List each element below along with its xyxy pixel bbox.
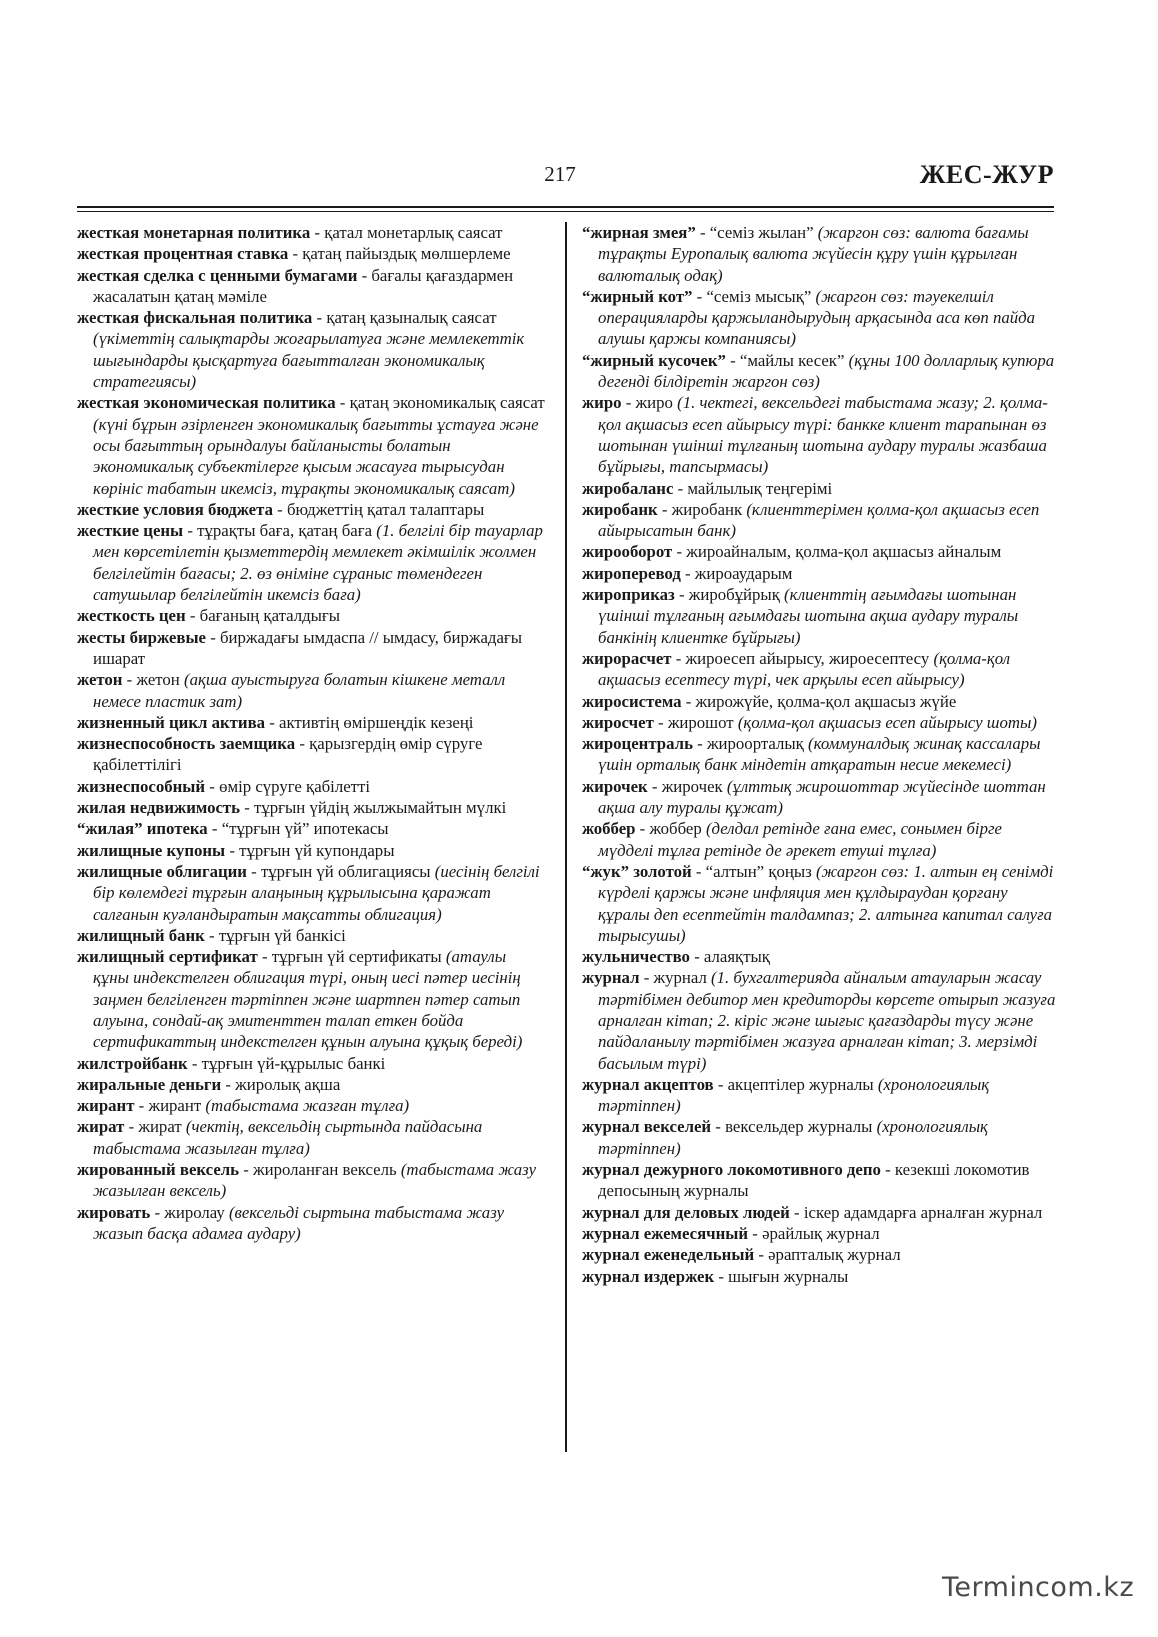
entry-definition: тұрғын үй купондары: [239, 840, 395, 860]
entry-note: (жаргон сөз: валюта бағамы тұрақты Еуропалық валюта жүйесін құру үшін құрылған валюталық одақ): [598, 223, 1029, 285]
dictionary-entry: [582, 1159, 1057, 1202]
dictionary-entry: [582, 286, 1057, 350]
entry-definition: жиролық ақша: [235, 1074, 341, 1094]
entry-separator: -: [639, 968, 654, 988]
entry-definition: тұрғын үйдің жылжымайтын мүлкі: [254, 798, 507, 818]
entry-term: жилстройбанк: [77, 1053, 188, 1073]
entry-term: жульничество: [582, 947, 690, 967]
entry-definition: қатаң пайыздық мөлшерлеме: [302, 244, 511, 264]
entry-separator: -: [880, 1160, 895, 1180]
entry-term: жироперевод: [582, 563, 681, 583]
entry-term: жировать: [77, 1202, 151, 1222]
entry-definition: акцептілер журналы: [727, 1074, 878, 1094]
dictionary-entry: [77, 1159, 545, 1202]
entry-term: жироприказ: [582, 585, 675, 605]
entry-note: (чектің, вексельдің сыртында пайдасына табыстама жазылған тұлға): [93, 1117, 483, 1158]
entry-term: жизнеспособный: [77, 776, 206, 796]
entry-term: жиросчет: [582, 712, 654, 732]
entry-term: журнал: [582, 968, 640, 988]
dictionary-entry: [582, 776, 1057, 819]
entry-definition: қатаң экономикалық саясат: [349, 393, 545, 413]
entry-definition: кезекші локомотив депосының журналы: [598, 1160, 1030, 1201]
dictionary-entry: [77, 1095, 545, 1116]
entry-separator: -: [185, 606, 200, 626]
entry-separator: -: [692, 286, 707, 306]
entry-note: (үкіметтің салықтарды жоғарылатуға және мемлекеттік шығындарды қысқартуға бағытталған экономикалық стратегиясы): [93, 329, 525, 392]
entry-note: (клиенттің ағымдағы шотынан үшінші тұлғаның ағымдағы шотына ақша аудару туралы банкінің клиентке бұйрығы): [598, 585, 1019, 647]
entry-definition: іскер адамдарға арналған журнал: [803, 1202, 1043, 1222]
entry-term: жилищные облигации: [77, 861, 247, 881]
dictionary-entry: [582, 648, 1057, 691]
entry-definition: жирочек: [661, 776, 727, 796]
entry-separator: -: [295, 734, 310, 754]
entry-term: жоббер: [582, 819, 636, 839]
entry-term: жесткая экономическая политика: [77, 393, 336, 413]
entry-term: жесткие условия бюджета: [77, 499, 273, 519]
entry-note: (құны 100 долларлық купюра дегенді білдіретін жаргон сөз): [598, 350, 1055, 392]
entry-definition: жетон: [136, 670, 184, 690]
entry-term: журнал ежемесячный: [582, 1223, 749, 1243]
entry-definition: тұрақты баға, қатаң баға: [197, 521, 377, 541]
entry-separator: -: [239, 1160, 254, 1180]
entry-separator: -: [272, 499, 287, 519]
entry-definition: биржадағы ымдаспа // ымдасу, биржадағы ишарат: [93, 627, 523, 668]
entry-separator: -: [689, 947, 704, 967]
entry-separator: -: [357, 265, 372, 285]
entry-term: журнал векселей: [582, 1117, 712, 1137]
entry-note: (хронологиялық тәртіппен): [598, 1117, 988, 1158]
entry-term: жироцентраль: [582, 734, 693, 754]
dictionary-entry: [582, 818, 1057, 861]
entry-definition: журнал: [653, 968, 712, 988]
entry-separator: -: [748, 1223, 763, 1243]
dictionary-entry: [77, 861, 545, 925]
entry-term: жесткая процентная ставка: [77, 244, 289, 264]
dictionary-entry: [582, 350, 1057, 393]
dictionary-entry: [582, 1223, 1057, 1244]
entry-separator: -: [691, 861, 706, 881]
entry-term: журнал дежурного локомотивного депо: [582, 1160, 881, 1180]
dictionary-entry: [77, 1074, 545, 1095]
entry-note: (жаргон сөз: 1. алтын ең сенімді күрделі қаржы және инфляция мен құлдыраудан қорғану құралы деп есептейтін талдампаз; 2. алтынға капитал салуға тырысушы): [598, 861, 1054, 945]
entry-term: “жирный кусочек”: [582, 350, 726, 370]
entry-term: жилищные купоны: [77, 840, 226, 860]
entry-definition: тұрғын үй сертификаты: [271, 947, 446, 967]
dictionary-entry: [77, 946, 545, 1052]
dictionary-entry: [77, 840, 545, 861]
entry-separator: -: [225, 840, 240, 860]
entry-definition: жироланған вексель: [253, 1160, 401, 1180]
entry-definition: жират: [138, 1117, 186, 1137]
entry-term: жесткие цены: [77, 521, 184, 541]
dictionary-entry: [77, 776, 545, 797]
dictionary-entry: [77, 499, 545, 520]
entry-separator: -: [122, 670, 137, 690]
entry-definition: тұрғын үй облигациясы: [260, 861, 435, 881]
dictionary-entry: [582, 392, 1057, 477]
dictionary-entry: [582, 584, 1057, 648]
entry-term: жесткая сделка с ценными бумагами: [77, 265, 358, 285]
entry-separator: -: [240, 798, 255, 818]
entry-term: жесты биржевые: [77, 627, 206, 647]
dictionary-entry: [582, 967, 1057, 1073]
entry-separator: -: [674, 585, 689, 605]
left-column: [77, 222, 545, 1244]
entry-separator: -: [288, 244, 303, 264]
entry-separator: -: [335, 393, 350, 413]
entry-term: жизнеспособность заемщика: [77, 734, 296, 754]
dictionary-entry: [77, 605, 545, 626]
entry-term: жесткость цен: [77, 606, 186, 626]
entry-separator: -: [647, 776, 662, 796]
dictionary-entry: [582, 1074, 1057, 1117]
dictionary-entry: [77, 243, 545, 264]
entry-note: (қолма-қол ақшасыз есеп айырысу шоты): [737, 712, 1037, 732]
dictionary-entry: [582, 733, 1057, 776]
entry-definition: жиролау: [164, 1202, 229, 1222]
entry-definition: “майлы кесек”: [739, 350, 849, 370]
entry-definition: шығын журналы: [728, 1266, 849, 1286]
entry-separator: -: [653, 712, 668, 732]
entry-note: (коммуналдық жинақ кассалары үшін орталық банк міндетін атқаратын несие мекемесі): [598, 734, 1041, 775]
entry-separator: -: [754, 1245, 769, 1265]
entry-definition: бағалы қағаздармен жасалатын қатаң мәміле: [93, 265, 514, 306]
entry-term: жирорасчет: [582, 648, 672, 668]
dictionary-entry: [77, 797, 545, 818]
entry-separator: -: [671, 648, 686, 668]
dictionary-entry: [582, 1116, 1057, 1159]
dictionary-entry: [77, 265, 545, 308]
entry-term: жетон: [77, 670, 123, 690]
entry-separator: -: [621, 393, 636, 413]
entry-term: “жирная змея”: [582, 223, 696, 242]
entry-term: жиро: [582, 393, 622, 413]
dictionary-entry: [582, 563, 1057, 584]
dictionary-entry: [582, 861, 1057, 946]
entry-term: жирант: [77, 1096, 135, 1116]
entry-definition: қатаң қазыналық саясат: [326, 308, 497, 328]
header-rule-thick: [77, 206, 1054, 208]
entry-definition: вексельдер журналы: [725, 1117, 877, 1137]
entry-note: (атаулы құны индекстелген облигация түрі, оның иесі пәтер иесінің заңмен белгіленген тәртіппен және шартпен пәтер сатып алуына, сондай-ақ эмитенттен талап еткен бойда сертификаттың индекстелген құнын алуына құқық береді): [93, 947, 523, 1052]
entry-definition: майлылық теңгерімі: [687, 478, 833, 498]
entry-separator: -: [246, 861, 261, 881]
dictionary-entry: [77, 392, 545, 498]
dictionary-entry: [582, 541, 1057, 562]
entry-definition: активтің өміршеңдік кезеңі: [279, 712, 474, 732]
dictionary-entry: [77, 307, 545, 392]
entry-note: (ұлттық жирошоттар жүйесінде шоттан ақша алу туралы құжат): [598, 776, 1046, 818]
entry-term: жилая недвижимость: [77, 798, 241, 818]
entry-definition: өмір сүруге қабілетті: [219, 776, 370, 796]
entry-separator: -: [711, 1117, 726, 1137]
entry-note: (табыстама жазу жазылған вексель): [93, 1160, 537, 1201]
entry-term: жесткая фискальная политика: [77, 308, 313, 328]
entry-separator: -: [714, 1266, 729, 1286]
entry-definition: қарызгердің өмір сүруге қабілеттілігі: [93, 734, 483, 775]
entry-term: жират: [77, 1117, 125, 1137]
entry-separator: -: [713, 1074, 728, 1094]
entry-term: журнал еженедельный: [582, 1245, 755, 1265]
entry-separator: -: [206, 627, 220, 647]
entry-definition: тұрғын үй-құрылыс банкі: [201, 1053, 386, 1073]
entry-term: жированный вексель: [77, 1160, 240, 1180]
entry-definition: тұрғын үй банкісі: [218, 925, 346, 945]
entry-definition: алаяқтық: [703, 947, 770, 967]
dictionary-entry: [77, 520, 545, 605]
entry-note: (1. белгілі бір тауарлар мен көрсетілетін қызметтердің мемлекет әкімшілік жолмен белгілейтін бағасы; 2. өз өніміне сұраныс төмендеген сатушылар белгілейтін икемсіз баға): [93, 521, 543, 605]
entry-definition: “семіз мысық”: [706, 286, 816, 306]
entry-definition: әрапталық журнал: [768, 1245, 901, 1265]
entry-definition: бюджеттің қатал талаптары: [286, 499, 485, 519]
entry-definition: әрайлық журнал: [762, 1223, 880, 1243]
entry-term: жизненный цикл актива: [77, 712, 266, 732]
dictionary-entry: [77, 669, 545, 712]
entry-definition: жироесеп айырысу, жироесептесу: [685, 648, 934, 668]
dictionary-entry: [77, 925, 545, 946]
entry-definition: жоббер: [649, 819, 706, 839]
entry-term: журнал издержек: [582, 1266, 715, 1286]
entry-note: (клиенттерімен қолма-қол ақшасыз есеп айырысатын банк): [598, 499, 1040, 541]
entry-separator: -: [692, 734, 707, 754]
entry-separator: -: [635, 819, 650, 839]
entry-separator: -: [680, 563, 695, 583]
dictionary-entry: [582, 499, 1057, 542]
entry-note: (ақша ауыстыруға болатын кішкене металл немесе пластик зат): [93, 670, 506, 711]
dictionary-entry: [77, 1116, 545, 1159]
entry-separator: -: [204, 925, 219, 945]
dictionary-entry: [582, 1266, 1057, 1287]
entry-definition: жироорталық: [706, 734, 809, 754]
entry-definition: “алтын” қоңыз: [705, 861, 816, 881]
entry-separator: -: [134, 1096, 149, 1116]
entry-definition: жироайналым, қолма-қол ақшасыз айналым: [686, 542, 1002, 562]
entry-definition: жирошот: [667, 712, 738, 732]
entry-term: жирооборот: [582, 542, 673, 562]
dictionary-entry: [77, 627, 545, 670]
entry-term: журнал для деловых людей: [582, 1202, 790, 1222]
entry-note: (табыстама жазған тұлға): [205, 1096, 410, 1116]
entry-term: жирочек: [582, 776, 648, 796]
entry-separator: -: [672, 542, 687, 562]
right-column: [582, 222, 1057, 1287]
entry-term: жиральные деньги: [77, 1074, 222, 1094]
dictionary-entry: [582, 222, 1057, 286]
entry-definition: “семіз жылан”: [709, 223, 818, 242]
entry-separator: -: [310, 223, 325, 242]
entry-separator: -: [725, 350, 740, 370]
dictionary-entry: [582, 1202, 1057, 1223]
entry-definition: қатал монетарлық саясат: [324, 223, 503, 242]
entry-term: жесткая монетарная политика: [77, 223, 311, 242]
dictionary-entry: [582, 712, 1057, 733]
entry-note: (вексельді сыртына табыстама жазу жазып басқа адамға аудару): [93, 1202, 505, 1243]
dictionary-entry: [77, 222, 545, 243]
entry-term: “жирный кот”: [582, 286, 693, 306]
entry-separator: -: [789, 1202, 804, 1222]
entry-separator: -: [124, 1117, 139, 1137]
entry-note: (1. бухгалтерияда айналым атауларын жасау тәртібімен дебитор мен кредиторды көрсете отырып жазуға арналған кітап; 2. кіріс және шығыс қағаздарды түсу және пайдаланылу тәртібімен жазуға арналған кітап; 3. мерзімді басылым түрі): [598, 968, 1056, 1073]
entry-separator: -: [183, 521, 198, 541]
entry-note: (жаргон сөз: тәуекелшіл операцияларды қаржыландырудың арқасында аса көп пайда алушы қаржы компаниясы): [598, 286, 1036, 349]
entry-definition: “тұрғын үй” ипотекасы: [221, 819, 389, 839]
running-head: ЖЕС-ЖУР: [919, 160, 1054, 189]
entry-definition: жиробұйрық: [688, 585, 785, 605]
entry-term: жиробанк: [582, 499, 658, 519]
entry-term: жилищный сертификат: [77, 947, 258, 967]
entry-separator: -: [221, 1074, 236, 1094]
dictionary-entry: [77, 733, 545, 776]
dictionary-entry: [77, 1202, 545, 1245]
entry-definition: жирант: [148, 1096, 206, 1116]
entry-term: жилищный банк: [77, 925, 205, 945]
entry-note: (хронологиялық тәртіппен): [598, 1074, 990, 1116]
entry-term: журнал акцептов: [582, 1074, 714, 1094]
entry-separator: -: [312, 308, 327, 328]
entry-definition: жиро: [635, 393, 678, 413]
dictionary-entry: [77, 818, 545, 839]
entry-separator: -: [681, 691, 696, 711]
entry-note: (делдал ретінде ғана емес, сонымен бірге мүдделі тұлға ретінде де әрекет етуші тұлға): [598, 819, 1002, 860]
termincom-logo[interactable]: Termincom.kz: [942, 1572, 1135, 1603]
page-number: 217: [544, 162, 576, 186]
entry-separator: -: [257, 947, 272, 967]
column-divider: [565, 222, 567, 1452]
entry-separator: -: [695, 223, 710, 242]
entry-separator: -: [150, 1202, 165, 1222]
entry-definition: жиробанк: [671, 499, 747, 519]
dictionary-entry: [582, 691, 1057, 712]
dictionary-entry: [77, 712, 545, 733]
entry-definition: жирожүйе, қолма-қол ақшасыз жүйе: [695, 691, 957, 711]
header-rule-thin: [77, 211, 1054, 212]
entry-note: (иесінің белгілі бір көлемдегі тұрғын алаңының құрылысына қаражат салғанын куәландыратын мақсатты облигация): [93, 861, 540, 924]
entry-separator: -: [205, 776, 220, 796]
entry-term: “жилая” ипотека: [77, 819, 208, 839]
entry-definition: бағаның қаталдығы: [199, 606, 341, 626]
entry-note: (1. чектегі, вексельдегі табыстама жазу; 2. қолма-қол ақшасыз есеп айырысу түрі: банкке клиент тарапынан өз шотынан үшінші тұлғаның шотына аудару туралы жазбаша бұйрығы, тапсырмасы): [598, 393, 1048, 477]
entry-separator: -: [673, 478, 688, 498]
entry-separator: -: [187, 1053, 202, 1073]
entry-term: жиросистема: [582, 691, 682, 711]
dictionary-entry: [77, 1053, 545, 1074]
dictionary-entry: [582, 1244, 1057, 1265]
entry-term: “жук” золотой: [582, 861, 692, 881]
entry-definition: жироаударым: [694, 563, 793, 583]
entry-note: (күні бұрын әзірленген экономикалық бағытты ұстауға және осы бағыттың орындалуы байланысты болатын экономикалық субъектілерге қысым жасауға тырысудан көрініс табатын икемсіз, тұрақты экономикалық саясат): [93, 414, 539, 498]
entry-note: (қолма-қол ақшасыз есептесу түрі, чек арқылы есеп айырысу): [598, 648, 1011, 690]
dictionary-entry: [582, 478, 1057, 499]
entry-separator: -: [265, 712, 280, 732]
entry-term: жиробаланс: [582, 478, 674, 498]
dictionary-entry: [582, 946, 1057, 967]
entry-separator: -: [207, 819, 222, 839]
entry-separator: -: [657, 499, 672, 519]
